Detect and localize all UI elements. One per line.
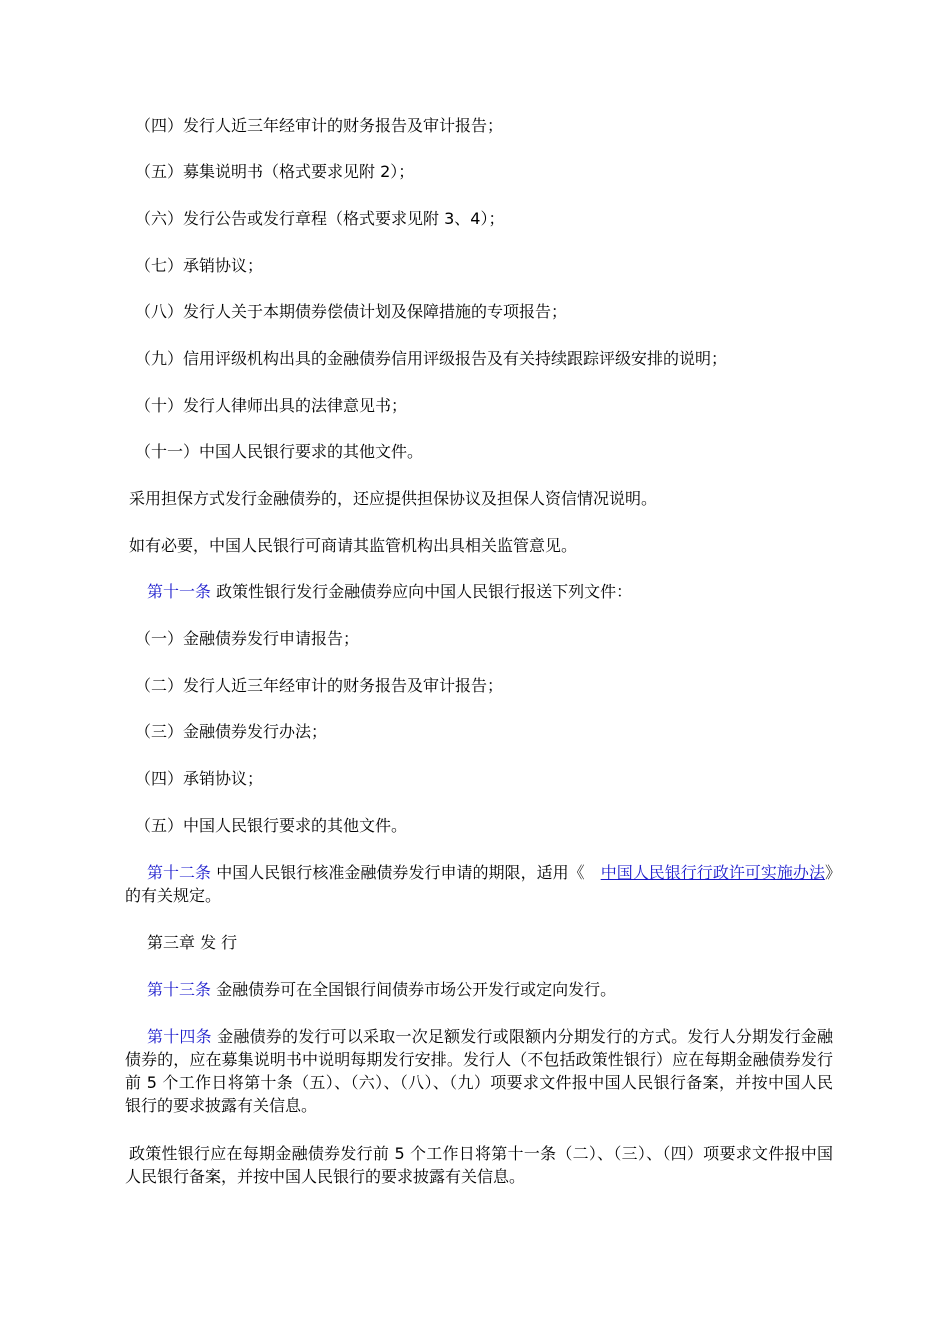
- chapter-heading: 第三章 发 行: [147, 933, 238, 952]
- list-item: （四）承销协议；: [135, 769, 264, 788]
- article-13-text: 金融债券可在全国银行间债券市场公开发行或定向发行。: [211, 980, 617, 999]
- article-12: [125, 861, 833, 907]
- list-item: （六）发行公告或发行章程（格式要求见附 3、4）；: [135, 209, 505, 228]
- list-item: （一）金融债券发行申请报告；: [135, 629, 360, 648]
- list-item: （十一）中国人民银行要求的其他文件。: [135, 442, 424, 461]
- list-item: （二）发行人近三年经审计的财务报告及审计报告；: [135, 676, 504, 695]
- article-13-label: 第十三条: [147, 980, 212, 999]
- policy-bank-note: 政策性银行应在每期金融债券发行前 5 个工作日将第十一条（二）、（三）、（四）项要求文件报中国人民银行备案，并按中国人民银行的要求披露有关信息。: [125, 1144, 833, 1186]
- article-11: [147, 580, 632, 603]
- guarantee-note: 采用担保方式发行金融债券的，还应提供担保协议及担保人资信情况说明。: [129, 489, 658, 508]
- article-13: [147, 978, 616, 1001]
- list-item: （八）发行人关于本期债券偿债计划及保障措施的专项报告；: [135, 302, 568, 321]
- article-11-text: 政策性银行发行金融债券应向中国人民银行报送下列文件：: [211, 582, 633, 601]
- article-12-label: 第十二条: [147, 863, 212, 882]
- list-item: （五）中国人民银行要求的其他文件。: [135, 816, 408, 835]
- list-item: （九）信用评级机构出具的金融债券信用评级报告及有关持续跟踪评级安排的说明；: [135, 349, 728, 368]
- list-item: （十）发行人律师出具的法律意见书；: [135, 396, 408, 415]
- article-14-label: 第十四条: [147, 1027, 212, 1046]
- article-14: [125, 1025, 833, 1117]
- article-12-text: 中国人民银行核准金融债券发行申请的期限，适用《: [211, 863, 585, 882]
- list-item: （四）发行人近三年经审计的财务报告及审计报告；: [135, 116, 504, 135]
- article-11-label: 第十一条: [147, 582, 212, 601]
- list-item: （五）募集说明书（格式要求见附 2）；: [135, 162, 415, 181]
- list-item: （七）承销协议；: [135, 256, 264, 275]
- regulator-note: 如有必要，中国人民银行可商请其监管机构出具相关监管意见。: [129, 536, 578, 555]
- article-14-text: 金融债券的发行可以采取一次足额发行或限额内分期发行的方式。发行人分期发行金融债券的，应在募集说明书中说明每期发行安排。发行人（不包括政策性银行）应在每期金融债券发行前 5 个工作日将第十条（五）、（六）、（八）、（九）项要求文件报中国人民银行备案，并按中国人民银行的要求披露有关信息。: [125, 1027, 833, 1115]
- regulation-link[interactable]: 中国人民银行行政许可实施办法: [600, 863, 825, 882]
- list-item: （三）金融债券发行办法；: [135, 722, 328, 741]
- article-12-text-end: 》的有关规定。: [125, 863, 833, 905]
